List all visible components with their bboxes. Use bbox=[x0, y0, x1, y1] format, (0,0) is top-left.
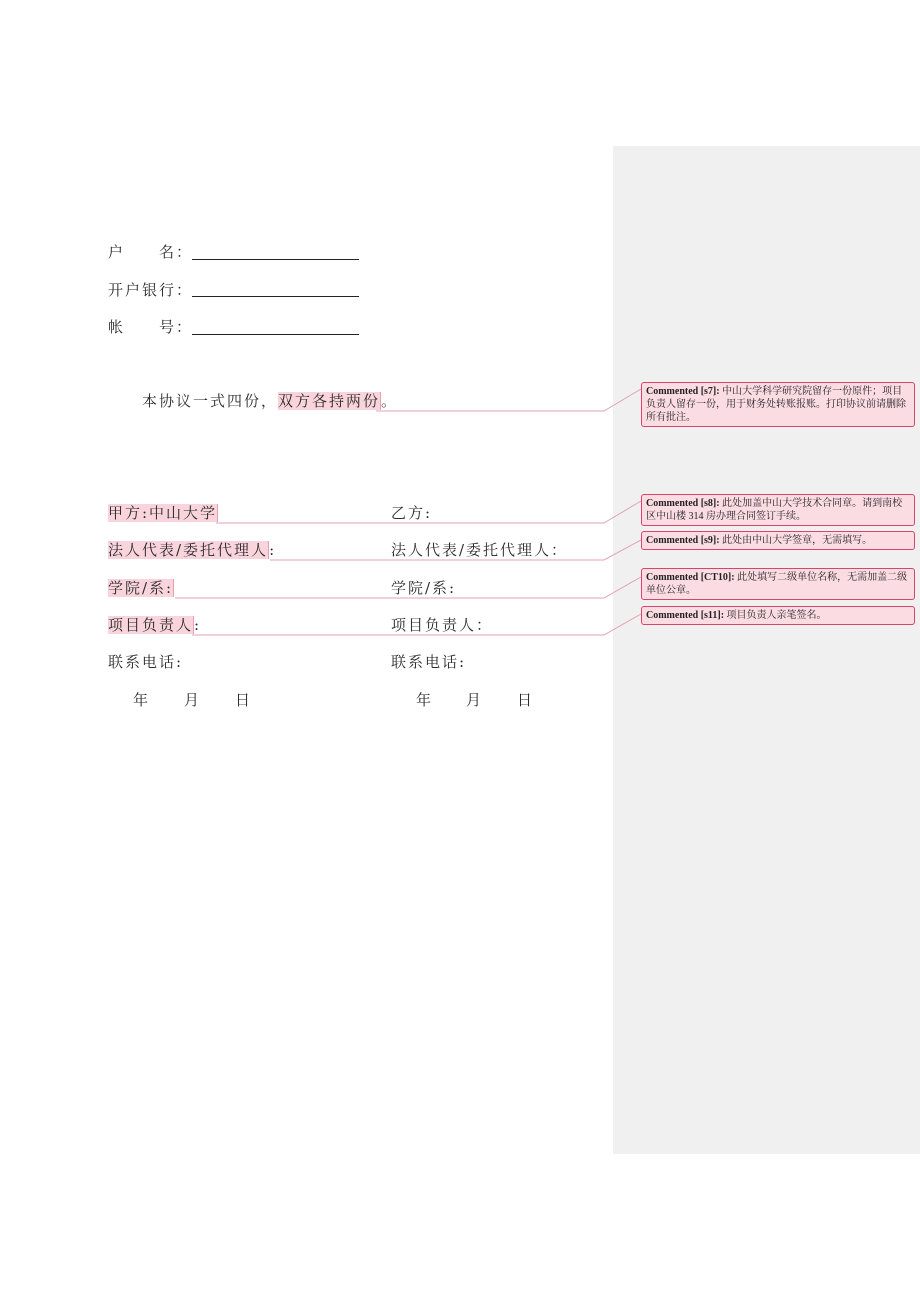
account-name-label: 户 名： bbox=[108, 243, 194, 261]
agreement-suffix: 。 bbox=[381, 392, 399, 410]
leader-ct10 bbox=[175, 577, 641, 598]
bank-label: 开户银行： bbox=[108, 281, 194, 299]
party-a-month: 月 bbox=[184, 691, 202, 709]
party-a-highlight[interactable]: 甲方:中山大学 bbox=[108, 504, 218, 522]
party-a-year: 年 bbox=[133, 691, 151, 709]
comment-tag: Commented [CT10]: bbox=[646, 572, 735, 583]
party-a-legal-rep-colon: : bbox=[269, 541, 277, 559]
party-b-year: 年 bbox=[416, 691, 434, 709]
comment-text: 中山大学科学研究院留存一份原件；项目负责人留存一份，用于财务处转账报账。打印协议前请删除所有批注。 bbox=[646, 386, 906, 423]
party-b-pi: 项目负责人： bbox=[391, 616, 494, 634]
comment-text: 此处加盖中山大学技术合同章。请到南校区中山楼 314 房办理合同签订手续。 bbox=[646, 498, 903, 522]
party-a-day: 日 bbox=[235, 691, 253, 709]
party-b-day: 日 bbox=[517, 691, 535, 709]
leader-s7 bbox=[376, 389, 641, 411]
comment-text: 此处由中山大学签章，无需填写。 bbox=[722, 535, 873, 546]
comment-text: 项目负责人亲笔签名。 bbox=[726, 610, 827, 621]
comment-tag: Commented [s8]: bbox=[646, 498, 720, 509]
comment-s11[interactable] bbox=[641, 606, 915, 625]
comment-s8[interactable] bbox=[641, 494, 915, 526]
leader-s11 bbox=[192, 614, 641, 635]
party-a-pi-highlight[interactable]: 项目负责人 bbox=[108, 616, 194, 634]
account-number-label: 帐 号： bbox=[108, 318, 194, 336]
party-a-pi-colon: : bbox=[194, 616, 202, 634]
party-b-label: 乙方: bbox=[391, 504, 433, 522]
leader-s9 bbox=[270, 540, 641, 560]
agreement-highlight[interactable]: 双方各持两份 bbox=[278, 392, 381, 410]
party-b-college: 学院/系: bbox=[391, 579, 457, 597]
comment-text: 此处填写二级单位名称，无需加盖二级单位公章。 bbox=[646, 572, 908, 596]
comment-tag: Commented [s9]: bbox=[646, 535, 720, 546]
comment-tag: Commented [s11]: bbox=[646, 610, 725, 621]
party-a-college-highlight[interactable]: 学院/系: bbox=[108, 579, 174, 597]
comment-s7[interactable] bbox=[641, 382, 915, 427]
party-b-month: 月 bbox=[466, 691, 484, 709]
party-b-legal-rep: 法人代表/委托代理人： bbox=[391, 541, 569, 559]
party-a-phone: 联系电话: bbox=[108, 653, 184, 671]
party-a-legal-rep-highlight[interactable]: 法人代表/委托代理人 bbox=[108, 541, 269, 559]
agreement-prefix: 本协议一式四份， bbox=[142, 392, 279, 410]
comment-s9[interactable] bbox=[641, 531, 915, 550]
comment-ct10[interactable] bbox=[641, 568, 915, 600]
leader-s8 bbox=[216, 501, 641, 523]
party-b-phone: 联系电话: bbox=[391, 653, 467, 671]
comment-tag: Commented [s7]: bbox=[646, 386, 720, 397]
